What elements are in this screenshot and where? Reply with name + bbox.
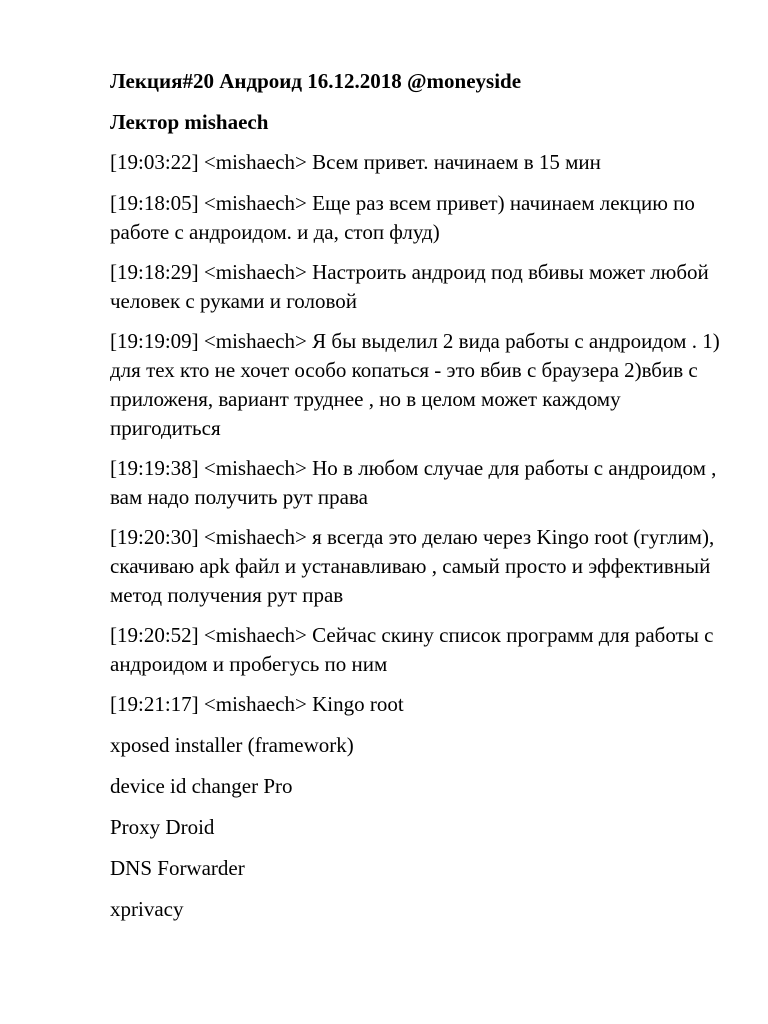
program-list-item: Proxy Droid bbox=[110, 815, 215, 839]
program-list-item: device id changer Pro bbox=[110, 774, 293, 798]
program-list-item: xposed installer (framework) bbox=[110, 733, 354, 757]
lecturer-line: Лектор mishaech bbox=[110, 110, 269, 134]
chat-message: [19:21:17] <mishaech> Kingo root bbox=[110, 692, 404, 716]
chat-message: [19:18:29] <mishaech> Настроить андроид под вбивы может любой человек с руками и головой bbox=[110, 260, 709, 313]
document-title: Лекция#20 Андроид 16.12.2018 @moneyside bbox=[110, 69, 522, 93]
chat-message: [19:19:09] <mishaech> Я бы выделил 2 вида работы с андроидом . 1) для тех кто не хочет особо копаться - это вбив с браузера 2)вбив с приложеня, вариант труднее , но в целом может каждому пригодиться bbox=[110, 329, 720, 440]
document-content bbox=[110, 66, 720, 936]
chat-message: [19:20:30] <mishaech> я всегда это делаю через Kingo root (гуглим), скачиваю apk файл и устанавливаю , самый просто и эффективный метод получения рут прав bbox=[110, 525, 715, 607]
chat-message: [19:20:52] <mishaech> Сейчас скину список программ для работы с андроидом и пробегусь по ним bbox=[110, 623, 714, 676]
chat-message: [19:19:38] <mishaech> Но в любом случае для работы с андроидом , вам надо получить рут права bbox=[110, 456, 717, 509]
program-list-item: xprivacy bbox=[110, 897, 184, 921]
program-list-item: DNS Forwarder bbox=[110, 856, 245, 880]
chat-message: [19:18:05] <mishaech> Еще раз всем привет) начинаем лекцию по работе с андроидом. и да, стоп флуд) bbox=[110, 191, 695, 244]
chat-message: [19:03:22] <mishaech> Всем привет. начинаем в 15 мин bbox=[110, 150, 601, 174]
